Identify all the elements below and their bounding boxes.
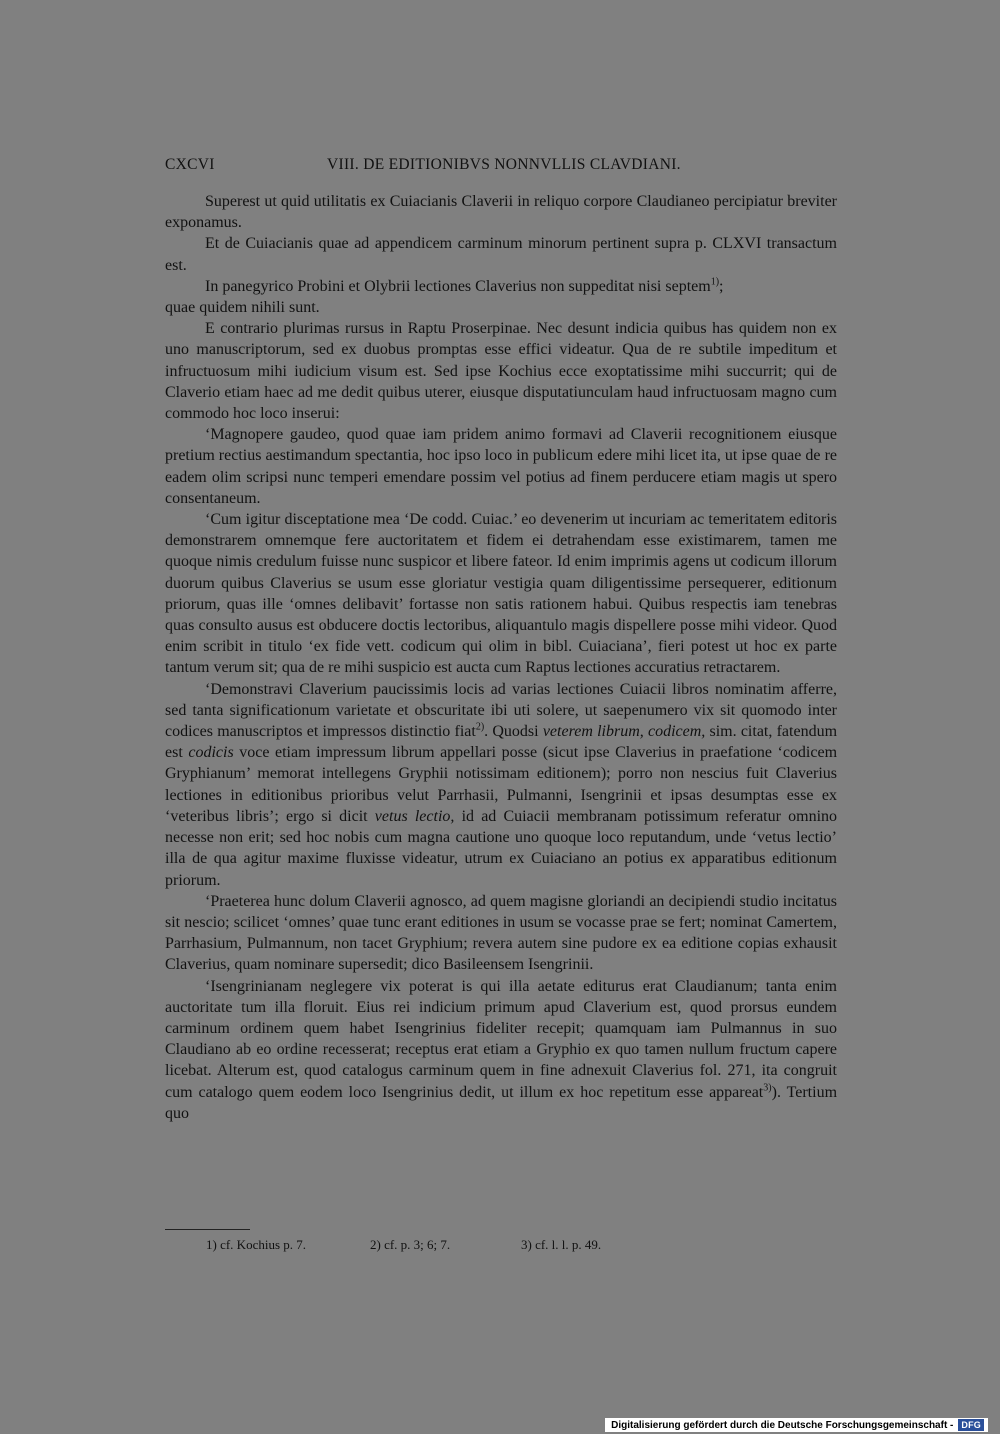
footnote-ref: 3) <box>763 1082 772 1094</box>
body-text <box>165 191 837 1124</box>
footnote-ref: 2) <box>475 721 485 733</box>
italic-text: codicis <box>188 744 234 762</box>
page-number: CXCVI <box>165 156 215 173</box>
paragraph: Et de Cuiacianis quae ad appendicem carminum minorum pertinent supra p. CLXVI transactum est. <box>165 235 837 274</box>
footnote: 3) cf. l. l. p. 49. <box>521 1237 602 1252</box>
paragraph: ‘Magnopere gaudeo, quod quae iam pridem animo formavi ad Claverii recognitionem eiusque pretium rectius aestimandum spectantia, hoc ipso loco in publicum edere mihi licet ita, ut ipse quae de re eadem olim scripsi nunc temperi emendare possim vel potius ad finem perducere etiam magis ut spero consentaneum. <box>165 426 837 507</box>
footnote-divider <box>165 1229 250 1230</box>
paragraph-text: Quodsi <box>492 723 539 741</box>
paragraph: ‘Demonstravi Claverium paucissimis locis ad varias lectiones Cuiacii libros nominatim afferre, sed tanta significationum varietate et obscuritate ibi uti solere, ut saepenumero vix sit quomodo inter codices manuscriptos et impressos distinctio fiat$^{2)}$. Quodsi veterem librum, codicem, sim. citat, fatendum est codicis voce etiam impressum librum appellari posse (sicut ipse Claverius in praefatione ‘codicem Gryphianum’ memorat intellegens Gryphii notissimam editionem); porro non nescius fuit Claverius lectiones in editionibus prioribus velut Parrhasii, Pulmanni, Isengrinii et ipsas desumptas esse ex ‘veteribus libris’; ergo si dicit vetus lectio, id ad Cuiacii membranam potissimum referatur omnino necesse non erit; sed hoc nobis cum magna cautione uno quoque loco reputandum, unde ‘vetus lectio’ illa de qua agitur maxime fluxisse videatur, utrum ex Cuiaciano an potius ex apparatibus editionum priorum. <box>165 680 838 889</box>
paragraph: ‘Cum igitur disceptatione mea ‘De codd. Cuiac.’ eo devenerim ut incuriam ac temeritatem editoris demonstrarem omnemque fere auctoritatem et fidem ei detrahendam esse existimarem, tamen me quoque nimis credulum fuisse nunc suspicor et libere fateor. Id enim imprimis agens ut codicum illorum duorum quibus Claverius se usum esse gloriatur vestigia quam diligentissime persequerer, editionum priorum, quas ille ‘omnes delibavit’ fortasse non satis rationem habui. Quibus respectis iam tenebras quas consulto ausus est obducere doctis lectoribus, aliquantulo magis dispellere posse mihi videor. Quod enim scribit in titulo ‘ex fide vett. codicum qui olim in bibl. Cuiaciana’, fieri potest ut hoc ex parte tantum verum sit; qua de re mihi suspicio est aucta cum Raptus lectiones accuratius retractarem. <box>165 511 837 677</box>
running-header <box>165 152 837 176</box>
paragraph-text: sim. citat, fatendum est <box>165 723 838 762</box>
footnotes <box>206 1237 806 1253</box>
paragraph: E contrario plurimas rursus in Raptu Proserpinae. Nec desunt indicia quibus has quidem non ex uno manuscriptorum, sed ex duobus promptas esse effici videatur. Qua de re subtile impeditum et infructuosum mihi iudicium visum est. Sed ipse Kochius ecce exoptatissime mihi succurrit; qui de Claverio etiam haec ad me dedit quibus uterer, eiusque disputatiunculam haud infructuosam magno cum commodo hoc loco inserui: <box>165 320 837 423</box>
italic-text: veterem librum, codicem, <box>542 723 706 741</box>
paragraph: ‘Isengrinianam neglegere vix poterat is qui illa aetate editurus erat Claudianum; tanta enim auctoritate tum illa floruit. Eius rei indicium primum apud Claverium est, quod prorsus eundem carminum ordinem quem habet Isengrinius fideliter recepit; quamquam iam Pulmannus in suo Claudiano ab eo ordine recesserat; receptus erat etiam a Gryphio ex quo tamen nullum fructum capere licebat. Alterum est, quod catalogus carminum quem in fine adnexuit Claverius fol. 271, ita congruit cum catalogo quem eodem loco Isengrinius dedit, ut illum ex hoc repetitum esse appareat$^{3)}$). Tertium quo <box>165 977 838 1122</box>
paragraph: In panegyrico Probini et Olybrii lectiones Claverius non suppeditat nisi septem$^{1)}$; <box>205 276 724 295</box>
paragraph-text: Tertium quo <box>165 1083 838 1122</box>
footnote: 1) cf. Kochius p. 7. <box>206 1237 307 1252</box>
credit-text: Digitalisierung gefördert durch die Deutsche Forschungsgemeinschaft - <box>611 1419 954 1431</box>
digitization-credit <box>605 1418 988 1432</box>
paragraph: Superest ut quid utilitatis ex Cuiacianis Claverii in reliquo corpore Claudianeo percipiatur breviter exponamus. <box>165 193 837 232</box>
paragraph-text: id ad Cuiacii membranam potissimum referatur omnino necesse non erit; sed hoc nobis cum magna cautione uno quoque loco reputandum, unde ‘vetus lectio’ illa de qua agitur maxime fluxisse videatur, utrum ex Cuiaciano an potius ex apparatibus editionum priorum. <box>165 807 838 889</box>
footnote: 2) cf. p. 3; 6; 7. <box>370 1237 451 1252</box>
italic-text: vetus lectio, <box>374 807 455 825</box>
paragraph-text: ‘Isengrinianam neglegere vix poterat is qui illa aetate editurus erat Claudianum; tanta enim auctoritate tum illa floruit. Eius rei indicium primum apud Claverium est, quod prorsus eundem carminum ordinem quem habet Isengrinius fideliter recepit; quamquam iam Pulmannus in suo Claudiano ab eo ordine recesserat; receptus erat etiam a Gryphio ex quo tamen nullum fructum capere licebat. Alterum est, quod catalogus carminum quem in fine adnexuit Claverius fol. 271, ita congruit cum catalogo quem eodem loco Isengrinius dedit, ut illum ex hoc repetitum esse appareat <box>165 977 837 1101</box>
paragraph: quae quidem nihili sunt. <box>165 299 320 317</box>
paragraph-text: In panegyrico Probini et Olybrii lectiones Claverius non suppeditat nisi septem <box>205 277 711 295</box>
running-title: VIII. DE EDITIONIBVS NONNVLLIS CLAVDIANI. <box>327 156 681 173</box>
paragraph-text: voce etiam impressum librum appellari posse (sicut ipse Claverius in praefatione ‘codicem Gryphianum’ memorat intellegens Gryphii notissimam editionem); porro non nescius fuit Claverius lectiones in editionibus prioribus velut Parrhasii, Pulmanni, Isengrinii et ipsas desumptas esse ex ‘veteribus libris’; ergo si dicit <box>165 744 838 825</box>
footnote-ref: 1) <box>710 276 720 288</box>
paragraph-text: ‘Demonstravi Claverium paucissimis locis ad varias lectiones Cuiacii libros nominatim afferre, sed tanta significationum varietate et obscuritate ibi uti solere, ut saepenumero vix sit quomodo inter codices manuscriptos et impressos distinctio fiat <box>165 680 837 741</box>
dfg-logo-icon: DFG <box>958 1419 984 1431</box>
paragraph: ‘Praeterea hunc dolum Claverii agnosco, ad quem magisne gloriandi an decipiendi studio incitatus sit nescio; scilicet ‘omnes’ quae tunc erant editiones in usum se vocasse prae se fert; nominat Camertem, Parrhasium, Pulmannum, non tacet Gryphium; revera autem sine pudore ex ea editione copias exhausit Claverius, quam nominare supersedit; dico Basileensem Isengrinii. <box>165 892 837 974</box>
